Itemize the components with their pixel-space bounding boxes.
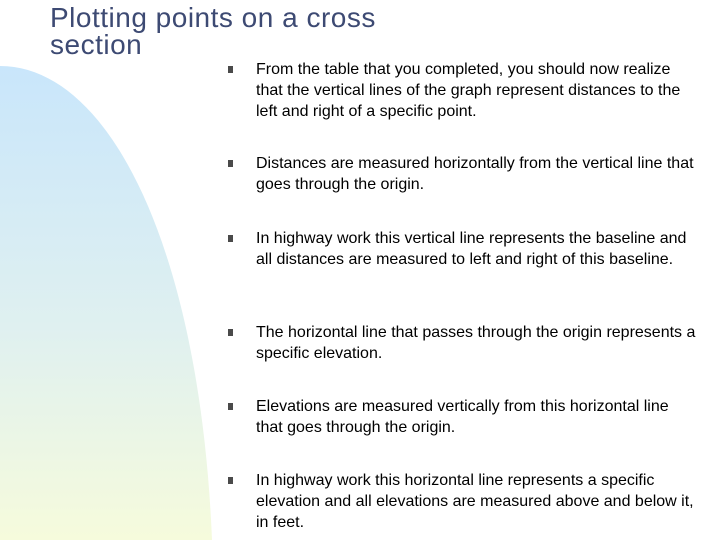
bullet-text: From the table that you completed, you should now realize that the vertical lines of the graph represent distances to the left and right of a specific point.	[256, 61, 681, 120]
bullet-square-icon	[228, 160, 233, 167]
slide-title: Plotting points on a cross section	[50, 2, 376, 60]
bullet-square-icon	[228, 329, 233, 336]
bullet-text: Distances are measured horizontally from the vertical line that goes through the origin.	[256, 155, 694, 193]
bullet-text: In highway work this vertical line represents the baseline and all distances are measured to left and right of this baseline.	[256, 230, 687, 268]
bullet-square-icon	[228, 66, 233, 73]
bullet-text: Elevations are measured vertically from this horizontal line that goes through the origin.	[256, 398, 669, 436]
bullet-text: In highway work this horizontal line represents a specific elevation and all elevations are measured above and below it, in feet.	[256, 472, 694, 531]
bullet-square-icon	[228, 477, 233, 484]
bullet-text: The horizontal line that passes through the origin represents a specific elevation.	[256, 324, 696, 362]
bullet-square-icon	[228, 403, 233, 410]
bullet-square-icon	[228, 235, 233, 242]
